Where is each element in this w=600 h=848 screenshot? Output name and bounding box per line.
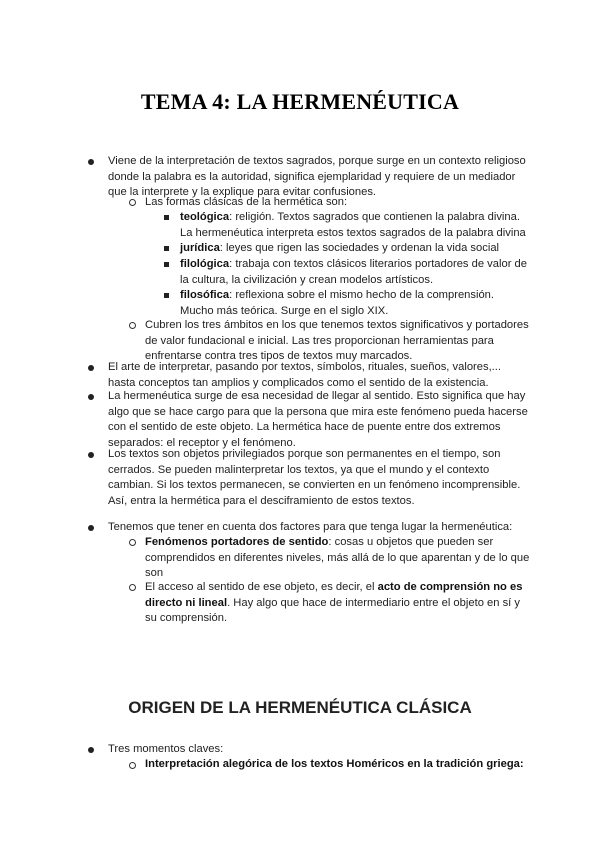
hollow-bullet-icon [129,584,136,591]
square-bullet-icon [164,215,169,220]
bullet-icon [88,525,94,531]
bullet-icon [88,747,94,753]
bullet-icon [88,365,94,371]
paragraph-cubren: Cubren los tres ámbitos en los que tenemos textos significativos y portadores de valor fundacional e inicial. Las tres proporcionan herramientas para enfrentarse contra tres tipos de textos muy marcados. [145,319,529,362]
square-bullet-icon [164,246,169,251]
factor-fenomenos: Fenómenos portadores de sentido: cosas u objetos que pueden ser comprendidos en diferentes niveles, más allá de lo que aparentan y de lo que son [145,536,530,579]
form-filosofica: filosófica: reflexiona sobre el mismo hecho de la comprensión. Mucho más teórica. Surge en el siglo XIX. [180,289,495,317]
hollow-bullet-icon [129,322,136,329]
form-teologica: teológica: religión. Textos sagrados que contienen la palabra divina. La hermenéutica interpreta estos textos sagrados de la palabra divina [180,211,526,239]
paragraph-textos: Los textos son objetos privilegiados porque son permanentes en el tiempo, son cerrados. Se pueden malinterpretar los textos, ya que el mundo y el contexto cambian. Si los textos permanecen, se convierten en un fenómeno incomprensible. Así, entra la hermética para el desciframiento de estos textos. [108,448,521,507]
bullet-icon [88,394,94,400]
forms-intro: Las formas clásicas de la hermética son: [145,196,348,208]
bullet-icon [88,159,94,165]
paragraph-arte: El arte de interpretar, pasando por textos, símbolos, rituales, sueños, valores,... hasta conceptos tan amplios y complicados como el sentido de la existencia. [108,361,502,389]
form-juridica: jurídica: leyes que rigen las sociedades y ordenan la vida social [180,242,500,254]
paragraph-momentos: Tres momentos claves: [108,743,224,755]
hollow-bullet-icon [129,199,136,206]
section-heading: ORIGEN DE LA HERMENÉUTICA CLÁSICA [128,698,472,717]
text-line: que la interprete y la explique para evitar confusiones. [108,186,377,198]
square-bullet-icon [164,262,169,267]
bullet-icon [88,452,94,458]
paragraph-sentido: La hermenéutica surge de esa necesidad de llegar al sentido. Esto significa que hay algo que se hace cargo para que la persona que mira este fenómeno pueda hacerse con el sentido de este objeto. La hermética hace de puente entre dos extremos separados: el receptor y el fenómeno. [108,390,528,449]
page-title: TEMA 4: LA HERMENÉUTICA [140,89,460,114]
form-filologica: filológica: trabaja con textos clásicos literarios portadores de valor de la cultura, la civilización y crean modelos artísticos. [180,258,527,286]
text-line: donde la palabra es la autoridad, significa ejemplaridad y requiere de un mediador [108,170,516,183]
hollow-bullet-icon [129,762,136,769]
hollow-bullet-icon [129,539,136,546]
square-bullet-icon [164,293,169,298]
momento-alegorica: Interpretación alegórica de los textos Homéricos en la tradición griega: [145,758,524,770]
factor-acceso: El acceso al sentido de ese objeto, es decir, el acto de comprensión no es directo ni lineal. Hay algo que hace de intermediario entre el objeto en sí y su comprensión. [145,581,523,624]
paragraph-origin [108,154,528,201]
text-line: Viene de la interpretación de textos sagrados, porque surge en un contexto religioso [108,155,526,167]
paragraph-factores: Tenemos que tener en cuenta dos factores para que tenga lugar la hermenéutica: [108,521,513,533]
